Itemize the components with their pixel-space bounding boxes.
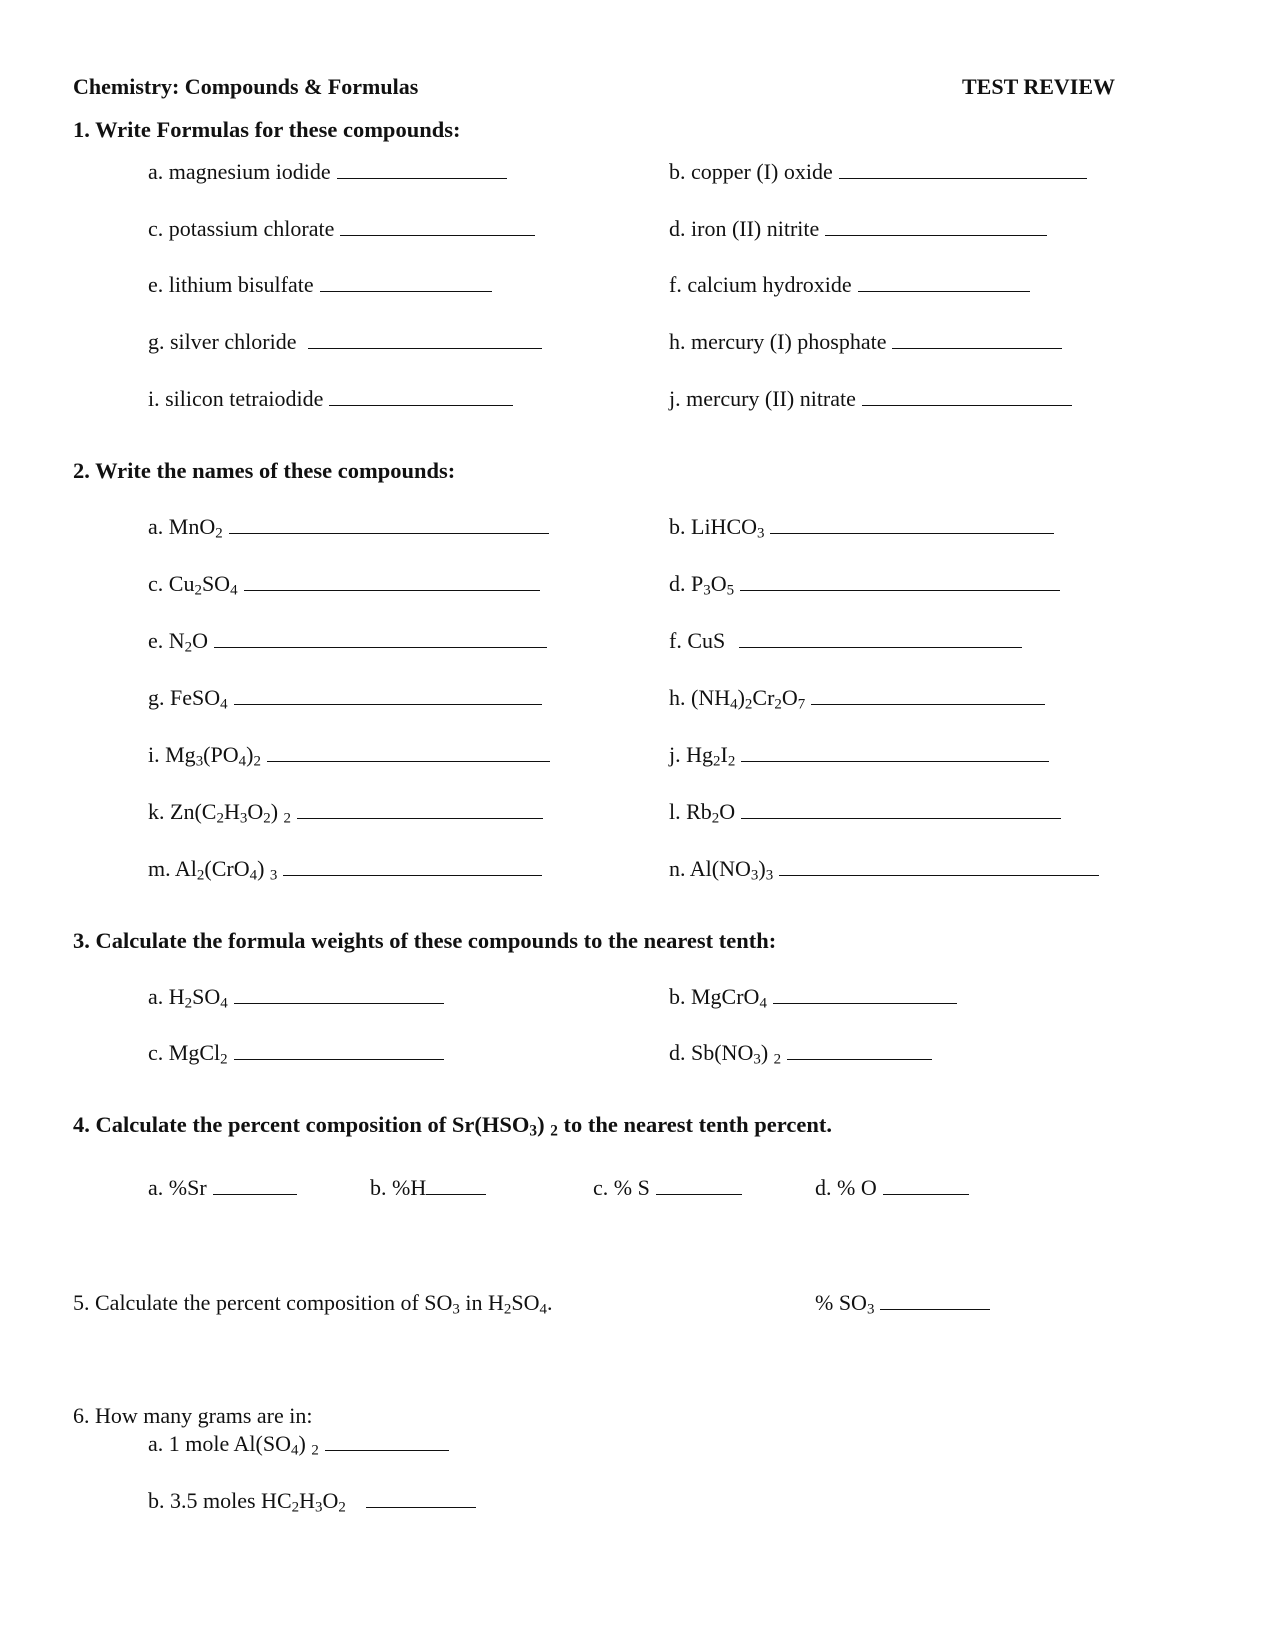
q1-item-b: b. copper (I) oxide: [669, 161, 1087, 183]
section-1-heading: 1. Write Formulas for these compounds:: [73, 117, 461, 142]
answer-blank[interactable]: [214, 646, 547, 648]
q1-item-f: f. calcium hydroxide: [669, 274, 1030, 296]
answer-blank[interactable]: [283, 874, 542, 876]
q2-item-m: m. $Al_2(CrO_4)$ $_3$: [148, 858, 542, 880]
answer-blank[interactable]: [234, 703, 542, 705]
section-3-heading: 3. Calculate the formula weights of these compounds to the nearest tenth:: [73, 928, 777, 953]
q2-item-g: g. FeSO$_4$: [148, 687, 542, 709]
answer-blank[interactable]: [234, 1002, 444, 1004]
answer-blank[interactable]: [883, 1193, 969, 1195]
q2-item-k: k. $Zn(C_2H_3O_2)$ $_2$: [148, 801, 543, 823]
q4-item-a: a. %Sr: [148, 1177, 297, 1199]
q4-item-d: d. % O: [815, 1177, 969, 1199]
answer-blank[interactable]: [297, 817, 543, 819]
q1-item-h: h. mercury (I) phosphate: [669, 331, 1062, 353]
q6-item-b: b. 3.5 moles $HC_2H_3O_2$: [148, 1490, 476, 1512]
q4-item-c: c. % S: [593, 1177, 742, 1199]
answer-blank[interactable]: [858, 290, 1030, 292]
answer-blank[interactable]: [862, 404, 1072, 406]
answer-blank[interactable]: [329, 404, 513, 406]
q2-item-e: e. $N_2O$: [148, 630, 547, 652]
answer-blank[interactable]: [741, 817, 1061, 819]
section-5-question: 5. Calculate the percent composition of $SO_3$ in $H_2SO_4$.: [73, 1290, 553, 1318]
q1-item-j: j. mercury (II) nitrate: [669, 388, 1072, 410]
q2-item-c: c. $Cu_2SO_4$: [148, 573, 540, 595]
q2-item-j: j. $Hg_2I_2$: [669, 744, 1049, 766]
q2-item-h: h. $(NH_4)_2Cr_2O_7$: [669, 687, 1045, 709]
section-2-heading: 2. Write the names of these compounds:: [73, 458, 456, 483]
q2-item-f: f. CuS: [669, 630, 1022, 652]
q1-item-g: g. silver chloride: [148, 331, 542, 353]
q2-item-a: a. MnO$_2$: [148, 516, 549, 538]
answer-blank[interactable]: [213, 1193, 297, 1195]
answer-blank[interactable]: [811, 703, 1045, 705]
q1-item-c: c. potassium chlorate: [148, 218, 535, 240]
q3-item-a: a. $H_2SO_4$: [148, 986, 444, 1008]
answer-blank[interactable]: [267, 760, 550, 762]
section-6-question: 6. How many grams are in:: [73, 1403, 313, 1428]
answer-blank[interactable]: [426, 1193, 486, 1195]
q1-item-d: d. iron (II) nitrite: [669, 218, 1047, 240]
answer-blank[interactable]: [770, 532, 1054, 534]
q2-item-i: i. $Mg_3(PO_4)_2$: [148, 744, 550, 766]
answer-blank[interactable]: [308, 347, 542, 349]
q4-item-b: b. %H: [370, 1177, 486, 1199]
section-4-heading: 4. Calculate the percent composition of $Sr(HSO_3)$ $_2$ to the nearest tenth percent.: [73, 1112, 832, 1140]
q3-item-c: c. MgCl$_2$: [148, 1042, 444, 1064]
answer-blank[interactable]: [229, 532, 549, 534]
q2-item-n: n. $Al(NO_3)_3$: [669, 858, 1099, 880]
answer-blank[interactable]: [244, 589, 540, 591]
answer-blank[interactable]: [340, 234, 535, 236]
q1-item-i: i. silicon tetraiodide: [148, 388, 513, 410]
q2-item-d: d. $P_3O_5$: [669, 573, 1060, 595]
q1-item-a: a. magnesium iodide: [148, 161, 507, 183]
q2-item-l: l. $Rb_2O$: [669, 801, 1061, 823]
q2-item-b: b. LiHCO$_3$: [669, 516, 1054, 538]
answer-blank[interactable]: [740, 589, 1060, 591]
answer-blank[interactable]: [892, 347, 1062, 349]
answer-blank[interactable]: [741, 760, 1049, 762]
q3-item-d: d. $Sb(NO_3)$ $_2$: [669, 1042, 932, 1064]
answer-blank[interactable]: [325, 1449, 449, 1451]
answer-blank[interactable]: [739, 646, 1022, 648]
worksheet-type-label: TEST REVIEW: [962, 74, 1116, 99]
answer-blank[interactable]: [320, 290, 492, 292]
answer-blank[interactable]: [825, 234, 1047, 236]
q5-answer: % $SO_3$: [815, 1292, 990, 1314]
answer-blank[interactable]: [779, 874, 1099, 876]
answer-blank[interactable]: [773, 1002, 957, 1004]
worksheet-title: Chemistry: Compounds & Formulas: [73, 74, 419, 99]
answer-blank[interactable]: [234, 1058, 444, 1060]
q1-item-e: e. lithium bisulfate: [148, 274, 492, 296]
q3-item-b: b. MgCrO$_4$: [669, 986, 957, 1008]
answer-blank[interactable]: [337, 177, 507, 179]
answer-blank[interactable]: [366, 1506, 476, 1508]
answer-blank[interactable]: [787, 1058, 932, 1060]
answer-blank[interactable]: [656, 1193, 742, 1195]
q6-item-a: a. 1 mole $Al(SO_4)$ $_2$: [148, 1433, 449, 1455]
answer-blank[interactable]: [880, 1308, 990, 1310]
answer-blank[interactable]: [839, 177, 1087, 179]
